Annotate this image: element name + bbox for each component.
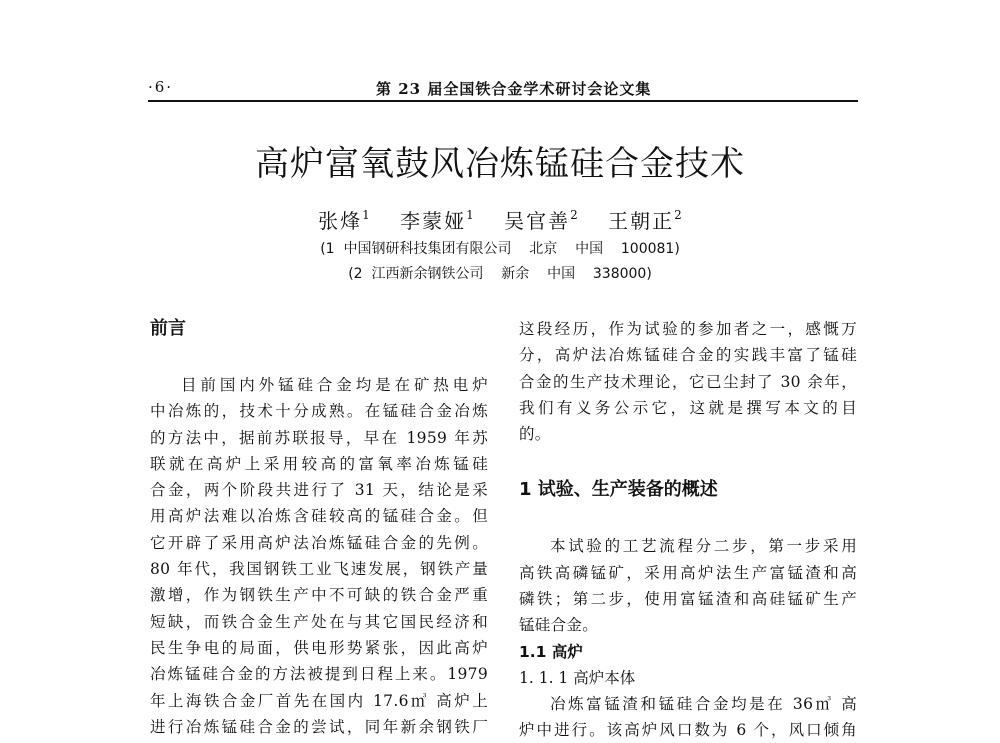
author: 王朝正$^2$ (608, 208, 682, 233)
subsubsection-heading: 1. 1. 1 高炉本体 (519, 668, 636, 687)
text-line: 的方法中，据前苏联报导，早在 1959 年苏 (150, 428, 488, 447)
text-line: 我们有义务公示它，这就是撰写本文的目 (519, 398, 857, 417)
right-column (519, 316, 857, 743)
text-line: 年上海铁合金厂首先在国内 17.6㎥ 高炉上 (150, 691, 488, 710)
text-line: 锰硅合金。 (519, 616, 599, 635)
text-line: 炉中进行。该高炉风口数为 6 个，风口倾角 (519, 720, 857, 739)
text-line: 激增，作为钢铁生产中不可缺的铁合金严重 (150, 586, 488, 605)
affiliation: (2 江西新余钢铁公司 新余 中国 338000) (348, 266, 652, 282)
text-line: 冶炼富锰渣和锰硅合金均是在 36㎥ 高 (550, 694, 857, 713)
text-line: 80 年代，我国钢铁工业飞速发展，钢铁产量 (150, 560, 488, 579)
affiliation: (1 中国钢研科技集团有限公司 北京 中国 100081) (320, 241, 680, 257)
text-line: 磷铁；第二步，使用富锰渣和高硅锰矿生产 (519, 590, 857, 609)
text-line: 中冶炼的，技术十分成熟。在锰硅合金冶炼 (150, 402, 488, 421)
section-heading-preface: 前言 (150, 318, 186, 339)
left-column (150, 316, 488, 740)
text-line: 它开辟了采用高炉法冶炼锰硅合金的先例。 (150, 533, 488, 552)
text-line: 冶炼锰硅合金的方法被提到日程上来。1979 (150, 665, 488, 684)
paper-title: 高炉富氧鼓风冶炼锰硅合金技术 (255, 144, 745, 184)
running-header (148, 78, 858, 102)
author-list (0, 205, 1000, 234)
page-number: ·6· (148, 78, 174, 96)
text-line: 进行冶炼锰硅合金的尝试，同年新余钢铁厂 (150, 717, 488, 736)
section-heading-1: 1 试验、生产装备的概述 (519, 479, 718, 501)
journal-title: 第 23 届全国铁合金学术研讨会论文集 (376, 80, 652, 98)
text-line: 合金的生产技术理论，它已尘封了 30 余年， (519, 372, 857, 391)
text-line: 的。 (519, 425, 551, 444)
text-line: 联就在高炉上采用较高的富氧率冶炼锰硅 (150, 454, 488, 473)
subsection-heading: 1.1 高炉 (519, 642, 583, 661)
text-line: 目前国内外锰硅合金均是在矿热电炉 (181, 376, 488, 394)
author: 李蒙娅$^1$ (400, 208, 474, 233)
text-line: 民生争电的局面，供电形势紧张，因此高炉 (150, 638, 488, 657)
text-line: 合金，两个阶段共进行了 31 天，结论是采 (150, 481, 488, 500)
text-line: 本试验的工艺流程分二步，第一步采用 (550, 537, 857, 556)
text-line: 这段经历，作为试验的参加者之一，感慨万 (519, 320, 857, 338)
author: 张烽$^1$ (318, 208, 370, 233)
text-line: 分，高炉法冶炼锰硅合金的实践丰富了锰硅 (519, 346, 857, 365)
text-line: 用高炉法难以冶炼含硅较高的锰硅合金。但 (150, 507, 488, 526)
text-line: 短缺，而铁合金生产处在与其它国民经济和 (150, 612, 488, 631)
text-line: 高铁高磷锰矿，采用高炉法生产富锰渣和高 (519, 563, 857, 582)
author: 吴官善$^2$ (504, 208, 578, 233)
